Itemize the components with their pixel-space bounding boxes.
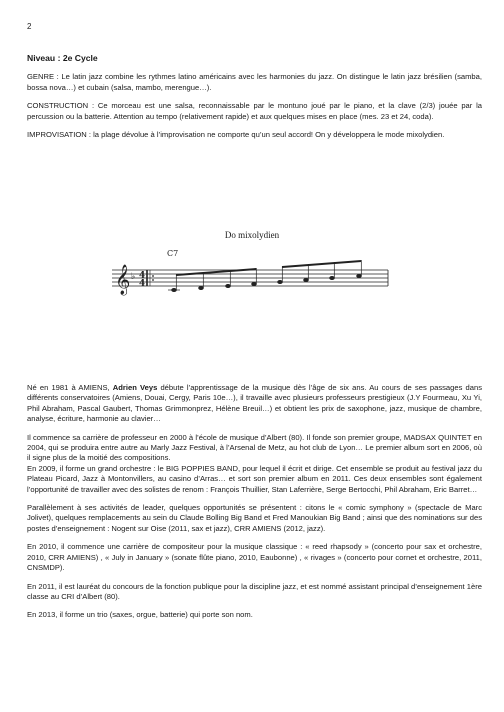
music-staff — [112, 230, 392, 302]
treble-clef-icon: 𝄞 — [115, 265, 131, 295]
level-heading: Niveau : 2e Cycle — [27, 53, 98, 63]
beams — [176, 260, 361, 276]
bio-paragraph-2: Il commence sa carrière de professeur en 2000 à l’école de musique d’Albert (80). Il fonde son premier groupe, MADSAX QUINTET en 2004, qui se produira entre autre au Marly Jazz Festival, à l’Arsenal de Metz, au hot club de Lyon… Le premier album sort en 2006, où il signe plus de la moitié des compositions. — [27, 432, 482, 463]
bio-text: débute l’apprentissage de la musique dès l’âge de six ans. Au cours de ses passages dans différents conservatoires (Amiens, Douai, Cergy, Paris 10e…), il travaille avec plusieurs professeurs prestigieux (J.Y Fourmeau, Xu Yi, Phil Abraham, Pascal Gaubert, Thomas Grimmonprez, Hélène Breuil…) et obtient les prix de saxophone, jazz, musique de chambre, analyse, écriture, harmonie au clavier… — [27, 383, 483, 424]
bio-paragraph-3: En 2009, il forme un grand orchestre : le BIG POPPIES BAND, pour lequel il écrit et dirige. Cet ensemble se produit au festival jazz du Plateau Picard, Jazz à Montonvillers, au casino d’Arras… et sort son premier album en 2011. Ces deux ensembles sont également l’opportunité de travailler avec des solistes de renom : François Thuillier, Stan Laferrière, Serge Bertocchi, Phil Abraham, Eric Barret… — [27, 463, 482, 494]
flat-icon: ♭ — [131, 272, 136, 282]
bio-paragraph-6: En 2011, il est lauréat du concours de la fonction publique pour la discipline jazz, et est nommé assistant principal d’enseignement 1ère classe au CRI d’Albert (80). — [27, 581, 482, 601]
bio-paragraph-1 — [27, 383, 482, 425]
improvisation-paragraph: IMPROVISATION : la plage dévolue à l’improvisation ne comporte qu’un seul accord! On y développera le mode mixolydien. — [27, 130, 445, 140]
construction-paragraph: CONSTRUCTION : Ce morceau est une salsa, reconnaissable par le montuno joué par le piano, et la clave (2/3) jouée par la percussion ou la batterie. Attention au tempo (relativement rapide) et aux quelques mises en place (mes. 23 et 24, coda). — [27, 101, 482, 121]
bio-paragraph-5: En 2010, il commence une carrière de compositeur pour la musique classique : « reed rhapsody » (concerto pour sax et orchestre, 2010, CRR AMIENS) , « July in January » (sonate flûte piano, 2010, Eaubonne) , « rivages » (concerto pour cornet et orchestre, 2011, CNSMDP). — [27, 542, 482, 573]
bio-paragraph-4: Parallèlement à ses activités de leader, quelques opportunités se présentent : citons le « comic symphony » (spectacle de Marc Jolivet), quelques remplacements au sein du Claude Bolling Big Band et Fred Manoukian Big Band ; ainsi que des nominations sur des postes d’enseignement : Nogent sur Oise (2011, sax et jazz), CRR AMIENS (2012, jazz). — [27, 503, 482, 533]
score-title: Do mixolydien — [224, 230, 280, 240]
pedagogical-notes — [27, 53, 482, 148]
page-number: 2 — [27, 22, 32, 31]
composer-biography — [27, 383, 482, 621]
bio-text: Né en 1981 à AMIENS, — [27, 383, 113, 392]
composer-name: Adrien Veys — [112, 383, 158, 392]
time-signature-top: 4 — [139, 271, 146, 281]
genre-paragraph: GENRE : Le latin jazz combine les rythmes latino américains avec les harmonies du jazz. On distingue le latin jazz brésilien (samba, bossa nova…) et cubain (salsa, mambo, merengue…). — [27, 72, 482, 92]
mixolydian-score — [112, 230, 392, 302]
time-signature-bottom: 4 — [139, 279, 146, 289]
scale-notes — [168, 260, 361, 292]
chord-symbol: C7 — [167, 249, 179, 258]
staff-lines — [112, 270, 388, 286]
bio-paragraph-7: En 2013, il forme un trio (saxes, orgue, batterie) qui porte son nom. — [27, 610, 253, 620]
